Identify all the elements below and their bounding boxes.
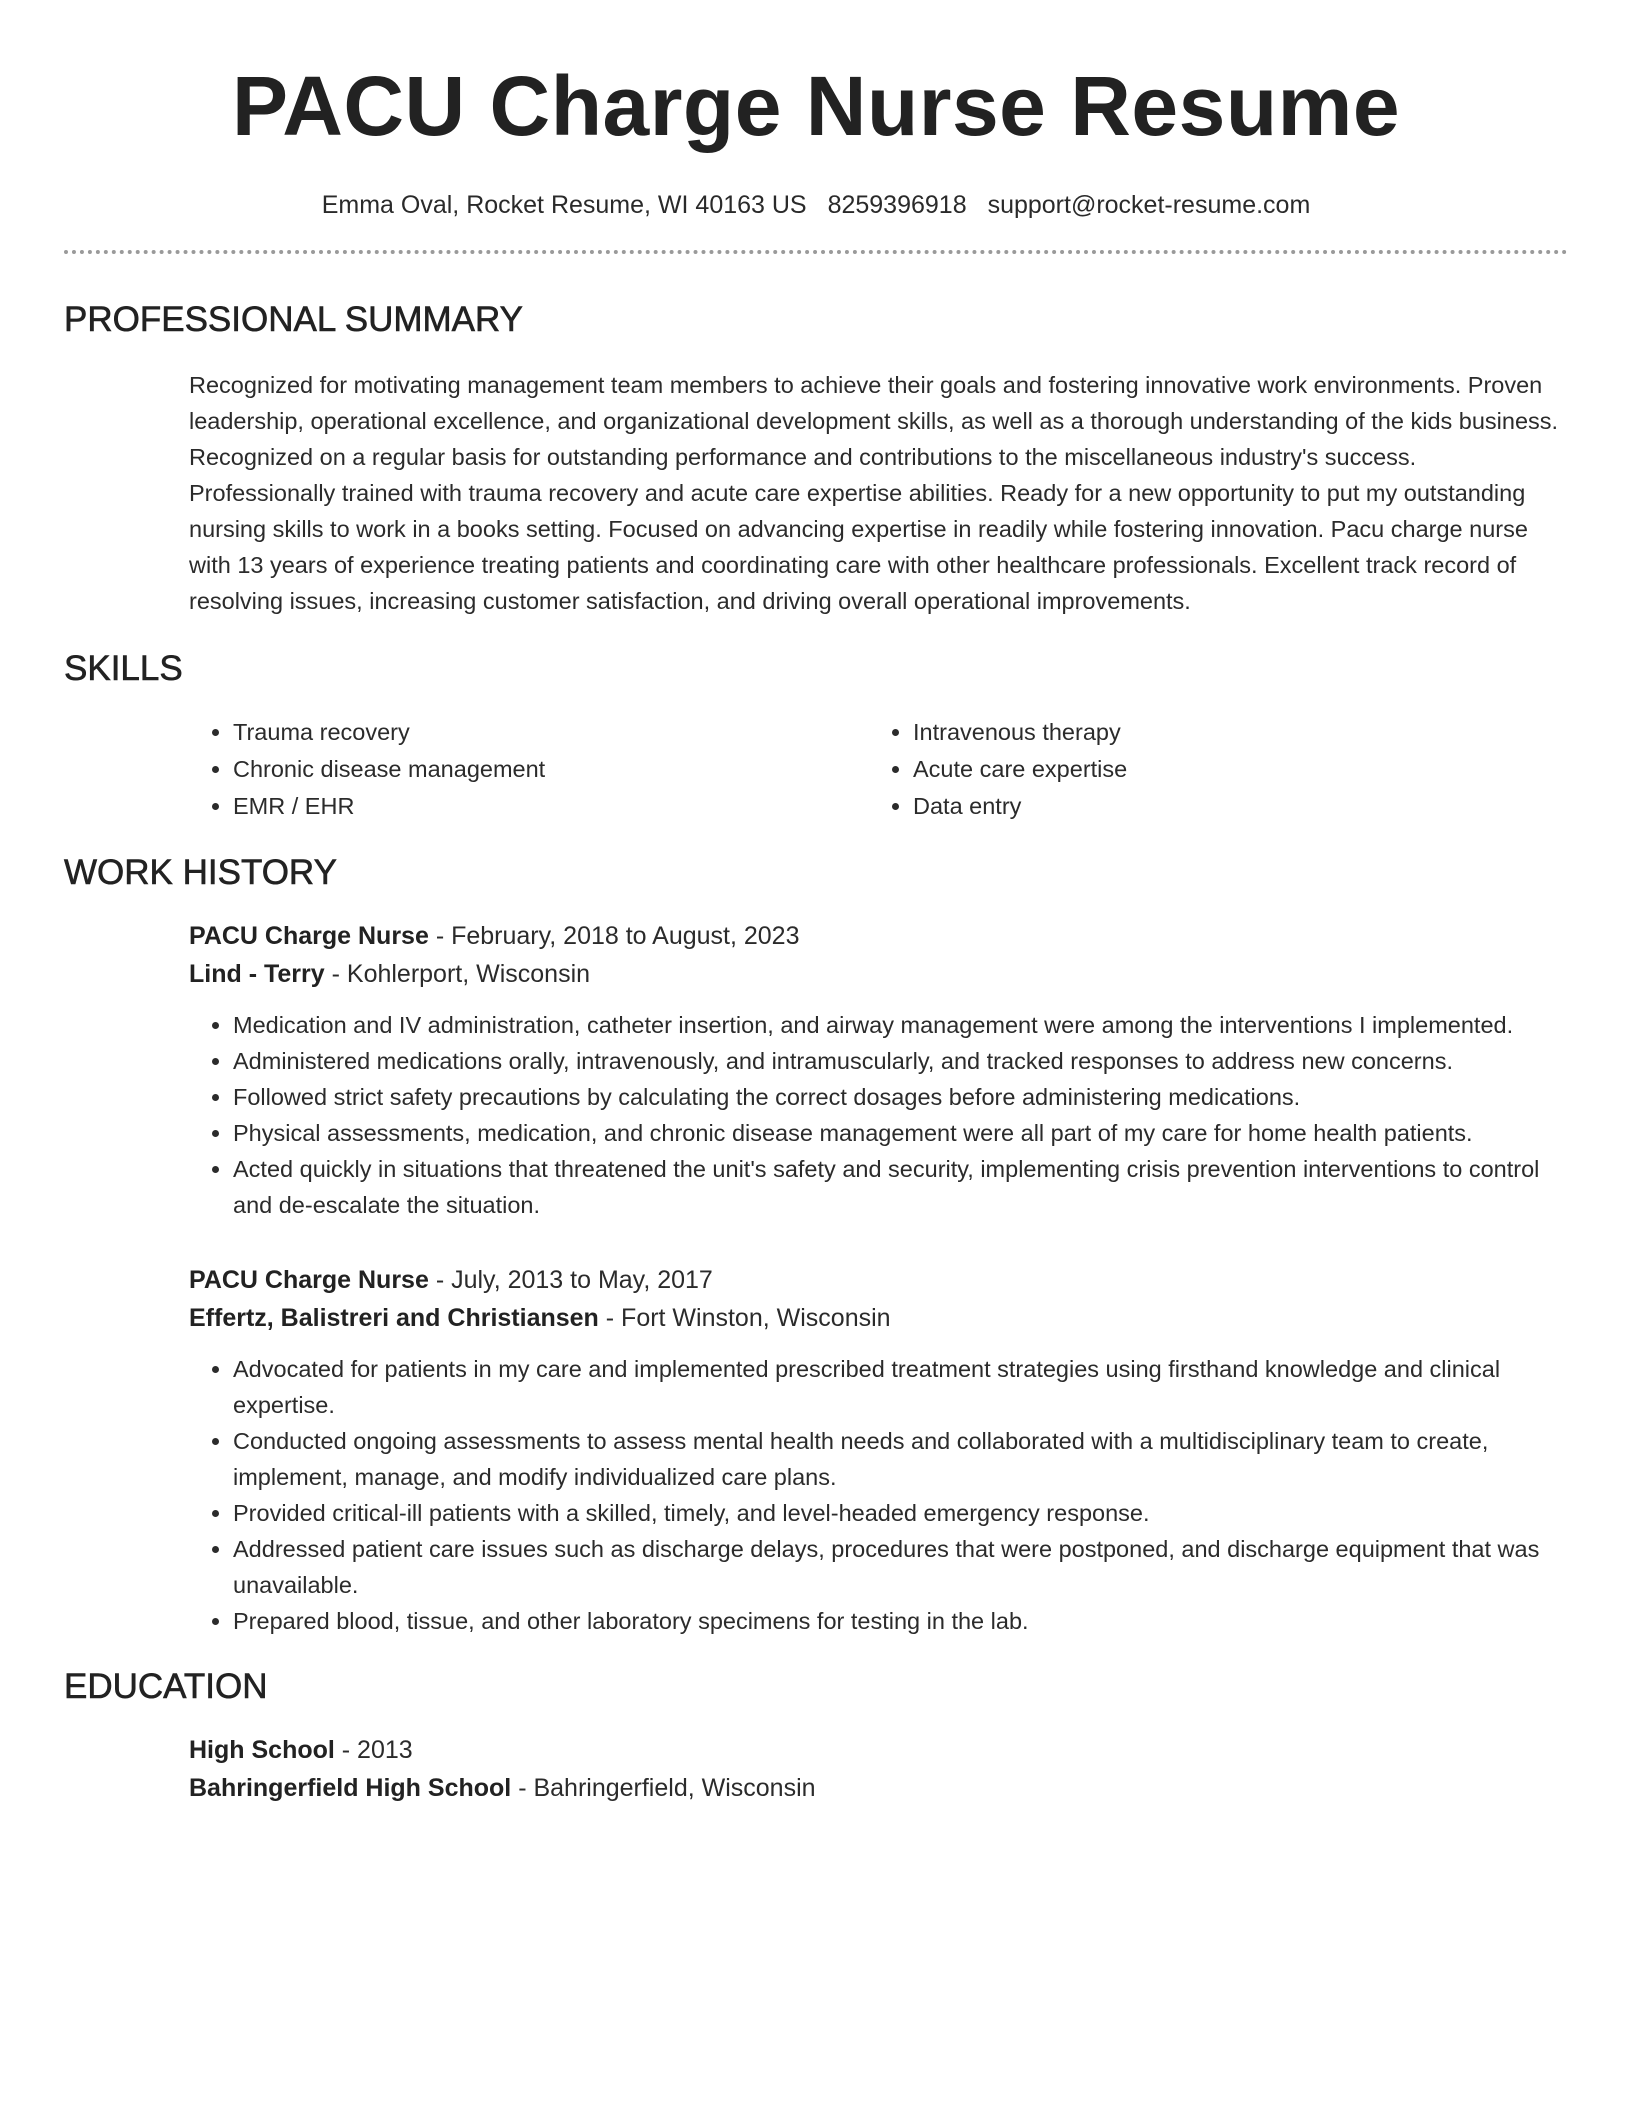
job-bullet: • Conducted ongoing assessments to assess mental health needs and collaborated with a multidisciplinary team to create, implement, manage, and modify individualized care plans. — [233, 1423, 1568, 1495]
education-section — [64, 1665, 1568, 1807]
job-title: PACU Charge Nurse — [189, 1266, 429, 1294]
education-heading: EDUCATION — [64, 1667, 268, 1706]
job-bullet: • Addressed patient care issues such as discharge delays, procedures that were postponed, and discharge equipment that was unavailable. — [233, 1531, 1568, 1603]
education-degree-line — [189, 1731, 1568, 1769]
education-entry — [64, 1731, 1568, 1807]
page-title: PACU Charge Nurse Resume — [231, 59, 1401, 153]
contact-email: support@rocket-resume.com — [987, 191, 1311, 219]
job-company: Effertz, Balistreri and Christiansen — [189, 1304, 599, 1332]
contact-line — [64, 190, 1568, 220]
education-school: Bahringerfield High School — [189, 1774, 512, 1802]
job-entry — [64, 1261, 1568, 1639]
job-dates: - February, 2018 to August, 2023 — [428, 922, 800, 950]
work-history-section — [64, 851, 1568, 1639]
professional-summary-section — [64, 298, 1568, 619]
summary-text: Recognized for motivating management team members to achieve their goals and fostering innovative work environments. Proven leadership, operational excellence, and organizational development skills, as well as a thorough understanding of the kids business. Recognized on a regular basis for outstanding performance and contributions to the miscellaneous industry's success. Professionally trained with trauma recovery and acute care expertise abilities. Ready for a new opportunity to put my outstanding nursing skills to work in a books setting. Focused on advancing expertise in readily while fostering innovation. Pacu charge nurse with 13 years of experience treating patients and coordinating care with other healthcare professionals. Excellent track record of resolving issues, increasing customer satisfaction, and driving overall operational improvements. — [189, 372, 1559, 614]
skill-item: • Trauma recovery — [233, 714, 869, 751]
skills-grid — [64, 714, 1568, 825]
skills-list-right — [869, 714, 1549, 825]
job-bullet: • Followed strict safety precautions by calculating the correct dosages before administering medications. — [233, 1079, 1568, 1115]
job-bullet: • Physical assessments, medication, and chronic disease management were all part of my care for home health patients. — [233, 1115, 1568, 1151]
education-degree: High School — [189, 1736, 335, 1764]
job-title: PACU Charge Nurse — [189, 922, 429, 950]
job-dates: - July, 2013 to May, 2017 — [428, 1266, 713, 1294]
job-company-line — [189, 1299, 1568, 1337]
skill-item: • Intravenous therapy — [913, 714, 1549, 751]
contact-phone: 8259396918 — [827, 191, 967, 219]
job-bullet: • Administered medications orally, intravenously, and intramuscularly, and tracked responses to address new concerns. — [233, 1043, 1568, 1079]
skills-section — [64, 647, 1568, 825]
header-divider — [64, 250, 1568, 254]
education-location: - Bahringerfield, Wisconsin — [511, 1774, 816, 1802]
skills-column-right — [869, 714, 1549, 825]
job-title-line — [189, 917, 1568, 955]
skill-item: • Acute care expertise — [913, 751, 1549, 788]
job-bullet: • Provided critical-ill patients with a skilled, timely, and level-headed emergency response. — [233, 1495, 1568, 1531]
skills-heading: SKILLS — [64, 649, 183, 688]
job-title-line — [189, 1261, 1568, 1299]
skill-item: • Chronic disease management — [233, 751, 869, 788]
job-bullets — [189, 1351, 1568, 1639]
job-bullet: • Advocated for patients in my care and implemented prescribed treatment strategies using firsthand knowledge and clinical expertise. — [233, 1351, 1568, 1423]
job-company: Lind - Terry — [189, 960, 325, 988]
contact-address: Emma Oval, Rocket Resume, WI 40163 US — [321, 191, 807, 219]
summary-heading: PROFESSIONAL SUMMARY — [64, 300, 523, 339]
job-location: - Kohlerport, Wisconsin — [324, 960, 591, 988]
education-year: - 2013 — [334, 1736, 413, 1764]
education-school-line — [189, 1769, 1568, 1807]
skill-item: • Data entry — [913, 788, 1549, 825]
job-entry — [64, 917, 1568, 1223]
work-history-heading: WORK HISTORY — [64, 853, 337, 892]
skill-item: • EMR / EHR — [233, 788, 869, 825]
job-location: - Fort Winston, Wisconsin — [598, 1304, 891, 1332]
job-company-line — [189, 955, 1568, 993]
job-bullet: • Acted quickly in situations that threatened the unit's safety and security, implementing crisis prevention interventions to control and de-escalate the situation. — [233, 1151, 1568, 1223]
skills-list-left — [189, 714, 869, 825]
job-bullet: • Medication and IV administration, catheter insertion, and airway management were among the interventions I implemented. — [233, 1007, 1568, 1043]
job-bullet: • Prepared blood, tissue, and other laboratory specimens for testing in the lab. — [233, 1603, 1568, 1639]
job-bullets — [189, 1007, 1568, 1223]
skills-column-left — [189, 714, 869, 825]
